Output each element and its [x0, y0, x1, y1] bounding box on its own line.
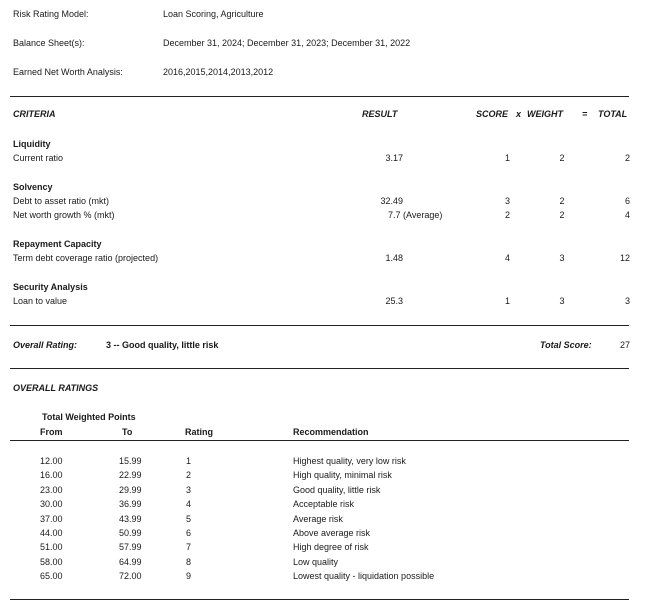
rating-recommendation: High quality, minimal risk	[293, 470, 392, 480]
criteria-label: Debt to asset ratio (mkt)	[13, 196, 110, 206]
rating-number: 3	[186, 485, 192, 495]
rating-number: 7	[186, 542, 192, 552]
weighted-points-header: Total Weighted Points	[42, 412, 136, 422]
criteria-total: 3	[624, 296, 630, 306]
rating-recommendation: Lowest quality - liquidation possible	[293, 571, 435, 581]
rating-to: 36.99	[119, 499, 142, 509]
divider	[10, 368, 629, 369]
weight-header: WEIGHT	[527, 109, 563, 119]
criteria-weight: 2	[559, 196, 565, 206]
rating-from: 16.00	[40, 470, 63, 480]
rating-from: 12.00	[40, 456, 63, 466]
divider	[10, 440, 629, 441]
total-score-value: 27	[619, 340, 630, 350]
divider	[10, 325, 629, 326]
rating-number: 9	[186, 571, 192, 581]
rating-to: 43.99	[119, 514, 142, 524]
rating-number: 2	[186, 470, 192, 480]
criteria-result: 3.17	[385, 153, 403, 163]
net-worth-analysis-value: 2016,2015,2014,2013,2012	[163, 67, 274, 77]
rating-recommendation: Low quality	[293, 557, 339, 567]
rating-recommendation: Average risk	[293, 514, 343, 524]
criteria-score: 2	[504, 210, 510, 220]
criteria-result: 32.49	[380, 196, 403, 206]
criteria-label: Term debt coverage ratio (projected)	[13, 253, 159, 263]
divider	[10, 96, 629, 97]
model-value: Loan Scoring, Agriculture	[163, 9, 264, 19]
group-title: Solvency	[13, 182, 53, 192]
criteria-weight: 2	[559, 210, 565, 220]
model-label: Risk Rating Model:	[13, 9, 89, 19]
rating-from: 65.00	[40, 571, 63, 581]
criteria-result: 7.7 (Average)	[388, 210, 443, 220]
rating-to: 72.00	[119, 571, 142, 581]
overall-rating-label: Overall Rating:	[13, 340, 78, 350]
total-header: TOTAL	[598, 109, 628, 119]
balance-sheets-value: December 31, 2024; December 31, 2023; December 31, 2022	[163, 38, 411, 48]
from-header: From	[40, 427, 63, 437]
criteria-score: 4	[504, 253, 510, 263]
criteria-score: 1	[504, 153, 510, 163]
criteria-total: 4	[624, 210, 630, 220]
to-header: To	[122, 427, 133, 437]
equals-header: =	[582, 109, 588, 119]
group-title: Liquidity	[13, 139, 51, 149]
criteria-weight: 2	[559, 153, 565, 163]
criteria-score: 1	[504, 296, 510, 306]
criteria-header: CRITERIA	[13, 109, 56, 119]
criteria-score: 3	[504, 196, 510, 206]
rating-from: 37.00	[40, 514, 63, 524]
rating-to: 22.99	[119, 470, 142, 480]
criteria-total: 6	[624, 196, 630, 206]
recommendation-header: Recommendation	[293, 427, 369, 437]
overall-rating-value: 3 -- Good quality, little risk	[106, 340, 219, 350]
rating-to: 29.99	[119, 485, 142, 495]
rating-to: 64.99	[119, 557, 142, 567]
criteria-result: 25.3	[385, 296, 403, 306]
rating-from: 23.00	[40, 485, 63, 495]
rating-to: 15.99	[119, 456, 142, 466]
overall-ratings-title: OVERALL RATINGS	[13, 383, 99, 393]
rating-recommendation: Highest quality, very low risk	[293, 456, 406, 466]
result-header: RESULT	[362, 109, 398, 119]
rating-number: 1	[186, 456, 192, 466]
rating-recommendation: Acceptable risk	[293, 499, 355, 509]
criteria-total: 12	[619, 253, 630, 263]
rating-number: 8	[186, 557, 192, 567]
criteria-weight: 3	[559, 296, 565, 306]
rating-number: 6	[186, 528, 192, 538]
criteria-label: Loan to value	[13, 296, 68, 306]
criteria-weight: 3	[559, 253, 565, 263]
group-title: Security Analysis	[13, 282, 88, 292]
rating-number: 5	[186, 514, 192, 524]
criteria-label: Net worth growth % (mkt)	[13, 210, 115, 220]
x-header: x	[516, 109, 522, 119]
criteria-total: 2	[624, 153, 630, 163]
rating-from: 58.00	[40, 557, 63, 567]
rating-recommendation: High degree of risk	[293, 542, 369, 552]
criteria-result: 1.48	[385, 253, 403, 263]
rating-from: 51.00	[40, 542, 63, 552]
net-worth-analysis-label: Earned Net Worth Analysis:	[13, 67, 123, 77]
score-header: SCORE	[476, 109, 509, 119]
total-score-label: Total Score:	[540, 340, 592, 350]
rating-recommendation: Above average risk	[293, 528, 371, 538]
rating-header: Rating	[185, 427, 213, 437]
group-title: Repayment Capacity	[13, 239, 102, 249]
rating-from: 44.00	[40, 528, 63, 538]
divider	[10, 599, 629, 600]
rating-to: 50.99	[119, 528, 142, 538]
rating-to: 57.99	[119, 542, 142, 552]
criteria-label: Current ratio	[13, 153, 64, 163]
rating-recommendation: Good quality, little risk	[293, 485, 381, 495]
rating-number: 4	[186, 499, 192, 509]
rating-from: 30.00	[40, 499, 63, 509]
balance-sheets-label: Balance Sheet(s):	[13, 38, 85, 48]
